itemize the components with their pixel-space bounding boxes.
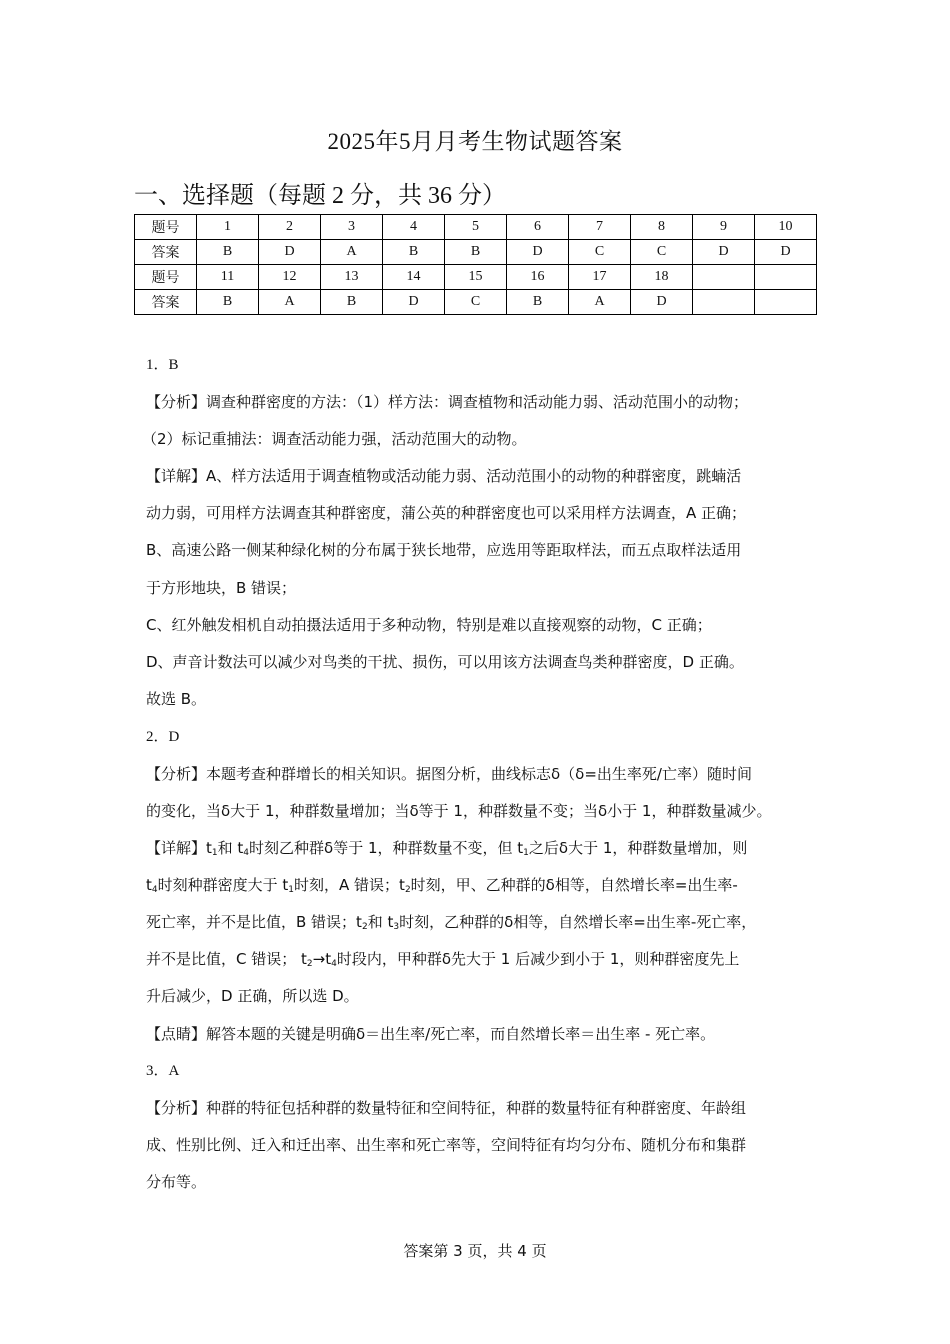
subscript: 1 (288, 885, 295, 895)
table-cell: 17 (569, 265, 631, 290)
table-cell: B (197, 240, 259, 265)
table-cell: A (259, 290, 321, 315)
table-cell: A (321, 240, 383, 265)
subscript: 4 (151, 885, 158, 895)
text-run: 时刻，乙种群的δ相等，自然增长率=出生率-死亡率， (399, 913, 757, 931)
text-run: t (146, 876, 152, 894)
table-cell: 6 (507, 215, 569, 240)
table-cell: B (445, 240, 507, 265)
table-cell: 13 (321, 265, 383, 290)
note-line: 【点睛】解答本题的关键是明确δ＝出生率/死亡率，而自然增长率＝出生率 - 死亡率。 (146, 1025, 716, 1043)
table-cell: 16 (507, 265, 569, 290)
table-cell (693, 265, 755, 290)
analysis-line: 【分析】本题考查种群增长的相关知识。据图分析，曲线标志δ（δ=出生率死/亡率）随时间 (146, 765, 752, 783)
detail-line (146, 912, 756, 932)
table-cell: 2 (259, 215, 321, 240)
row-header: 答案 (135, 240, 197, 265)
detail-line (146, 949, 739, 969)
page-footer: 答案第 3 页，共 4 页 (403, 1242, 547, 1260)
table-cell: C (445, 290, 507, 315)
table-cell (755, 265, 817, 290)
table-cell: D (383, 290, 445, 315)
subscript: 2 (361, 922, 368, 932)
subscript: 2 (404, 885, 411, 895)
text-run: 时刻，甲、乙种群的δ相等，自然增长率=出生率- (410, 876, 738, 894)
detail-line: B、高速公路一侧某种绿化树的分布属于狭长地带，应选用等距取样法，而五点取样法适用 (146, 541, 742, 559)
analysis-line: 分布等。 (146, 1173, 207, 1191)
text-run: 时刻种群密度大于 t (157, 876, 289, 894)
table-cell: 18 (631, 265, 693, 290)
table-row (135, 215, 817, 240)
text-run: 并不是比值，C 错误； t (146, 950, 307, 968)
subscript: 4 (243, 848, 250, 858)
analysis-line: 成、性别比例、迁入和迁出率、出生率和死亡率等，空间特征有均匀分布、随机分布和集群 (146, 1136, 747, 1154)
table-cell: 5 (445, 215, 507, 240)
detail-line (146, 838, 747, 858)
table-cell: B (197, 290, 259, 315)
table-cell: B (383, 240, 445, 265)
table-cell: 1 (197, 215, 259, 240)
text-run: 死亡率，并不是比值，B 错误；t (146, 913, 362, 931)
table-cell: 15 (445, 265, 507, 290)
subscript: 3 (393, 922, 400, 932)
subscript: 1 (523, 848, 529, 858)
table-cell: 4 (383, 215, 445, 240)
detail-line: 升后减少，D 正确，所以选 D。 (146, 987, 359, 1005)
row-header: 题号 (135, 215, 197, 240)
table-cell: 11 (197, 265, 259, 290)
detail-line: D、声音计数法可以减少对鸟类的干扰、损伤，可以用该方法调查鸟类种群密度，D 正确。 (146, 653, 744, 671)
text-run: 和 t (367, 913, 394, 931)
subscript: 2 (306, 959, 313, 969)
text-run: →t (312, 950, 332, 968)
section-heading: 一、选择题（每题 2 分，共 36 分） (134, 183, 506, 209)
row-header: 题号 (135, 265, 197, 290)
table-cell: D (631, 290, 693, 315)
detail-line (146, 875, 738, 895)
table-cell: B (321, 290, 383, 315)
text-run: 【详解】t (146, 839, 212, 857)
table-cell: 9 (693, 215, 755, 240)
question-number: 3．A (146, 1063, 180, 1079)
detail-line: 【详解】A、样方法适用于调查植物或活动能力弱、活动范围小的动物的种群密度，跳蝻活 (146, 467, 742, 485)
text-run: 之后δ大于 1，种群数量增加，则 (528, 839, 748, 857)
table-cell (755, 290, 817, 315)
text-run: 时刻乙种群δ等于 1，种群数量不变，但 t (249, 839, 524, 857)
text-run: 和 t (217, 839, 244, 857)
table-cell: D (755, 240, 817, 265)
subscript: 4 (331, 959, 337, 969)
table-cell: D (693, 240, 755, 265)
analysis-line: （2）标记重捕法：调查活动能力强，活动范围大的动物。 (142, 430, 527, 448)
table-cell: 10 (755, 215, 817, 240)
table-row (135, 265, 817, 290)
question-number: 1．B (146, 357, 179, 373)
table-cell: A (569, 290, 631, 315)
subscript: 1 (211, 848, 218, 858)
conclusion-line: 故选 B。 (146, 690, 207, 708)
answer-table (134, 214, 817, 315)
row-header: 答案 (135, 290, 197, 315)
page-title: 2025年5月月考生物试题答案 (327, 129, 623, 154)
table-row (135, 240, 817, 265)
table-cell: 8 (631, 215, 693, 240)
text-run: 时刻，A 错误；t (294, 876, 405, 894)
table-cell: 7 (569, 215, 631, 240)
analysis-line: 【分析】调查种群密度的方法：（1）样方法：调查植物和活动能力弱、活动范围小的动物； (146, 393, 749, 411)
table-cell: D (259, 240, 321, 265)
table-cell: D (507, 240, 569, 265)
table-cell: C (631, 240, 693, 265)
table-cell: 12 (259, 265, 321, 290)
detail-line: C、红外触发相机自动拍摄法适用于多种动物，特别是难以直接观察的动物，C 正确； (146, 616, 712, 634)
question-number: 2．D (146, 729, 180, 745)
detail-line: 于方形地块，B 错误； (146, 579, 297, 597)
table-row (135, 290, 817, 315)
table-cell: B (507, 290, 569, 315)
analysis-line: 的变化，当δ大于 1，种群数量增加；当δ等于 1，种群数量不变；当δ小于 1，种群数量减少。 (146, 802, 772, 820)
analysis-line: 【分析】种群的特征包括种群的数量特征和空间特征，种群的数量特征有种群密度、年龄组 (146, 1099, 747, 1117)
table-cell: 14 (383, 265, 445, 290)
table-cell: 3 (321, 215, 383, 240)
detail-line: 动力弱，可用样方法调查其种群密度，蒲公英的种群密度也可以采用样方法调查，A 正确； (146, 504, 747, 522)
table-cell: C (569, 240, 631, 265)
table-cell (693, 290, 755, 315)
text-run: 时段内，甲种群δ先大于 1 后减少到小于 1，则种群密度先上 (336, 950, 740, 968)
